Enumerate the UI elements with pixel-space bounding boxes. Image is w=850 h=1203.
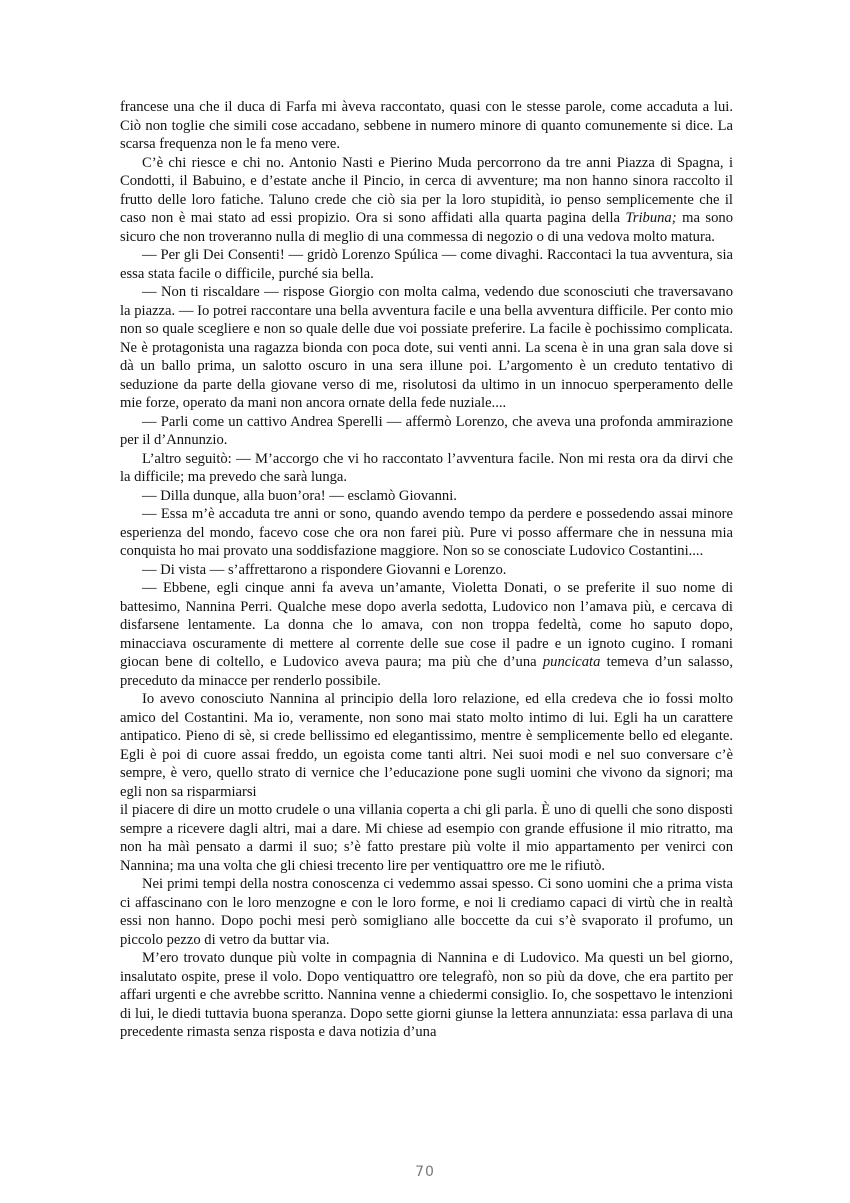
paragraph: [120, 154, 733, 247]
paragraph: [120, 801, 733, 875]
text-run: Io avevo conosciuto Nannina al principio della loro relazione, ed ella credeva che io fossi molto amico del Costantini. Ma io, veramente, non sono mai stato molto intimo di lui. Egli ha un carattere antipatico. Pieno di sè, si crede bellissimo ed elegantissimo, mentre è semplicemente bello ed elegante. Egli è poi di cuore assai freddo, un egoista come tanti altri. Nei suoi modi e nel suo conversare c’è sempre, è vero, quello strato di vernice che l’educazione pone sugli uomini che vivono da signori; ma egli non sa risparmiarsi: [120, 691, 733, 800]
paragraph: [120, 505, 733, 561]
paragraph: [120, 561, 733, 580]
paragraph: [120, 949, 733, 1042]
text-run: Nei primi tempi della nostra conoscenza ci vedemmo assai spesso. Ci sono uomini che a prima vista ci affascinano con le loro menzogne e con le loro forme, e noi li crediamo capaci di virtù che in realtà essi non hanno. Dopo pochi mesi però somigliano alle boccette da cui s’è svaporato il profumo, un piccolo pezzo di vetro da buttar via.: [120, 876, 733, 948]
paragraph: [120, 413, 733, 450]
italic-text: Tribuna;: [625, 210, 677, 226]
text-run: francese una che il duca di Farfa mi àveva raccontato, quasi con le stesse parole, come accaduta a lui. Ciò non toglie che simili cose accadano, sebbene in numero minore di quanto comunemente si dice. La scarsa frequenza non le fa meno vere.: [120, 99, 733, 152]
italic-text: puncicata: [542, 654, 601, 670]
paragraph: [120, 283, 733, 413]
text-run: — Ebbene, egli cinque anni fa aveva un’amante, Violetta Donati, o se preferite il suo nome di battesimo, Nannina Perri. Qualche mese dopo averla sedotta, Ludovico non l’amava più, e cercava di disfarsene lentamente. La donna che lo amava, con non troppa fedeltà, come ho saputo dopo, minacciava oscuramente di mettere al corrente delle sue cose il padre e un ignoto cugino. I romani giocan bene di coltello, e Ludovico aveva paura; ma più che d’una: [120, 580, 733, 670]
paragraph: [120, 875, 733, 949]
paragraph: [120, 487, 733, 506]
text-run: ma sono sicuro che non troveranno nulla di meglio di una commessa di negozio o di una vedova molto matura.: [120, 210, 733, 245]
paragraph: [120, 450, 733, 487]
text-run: — Dilla dunque, alla buon’ora! — esclamò Giovanni.: [142, 487, 457, 504]
text-run: L’altro seguitò: — M’accorgo che vi ho raccontato l’avventura facile. Non mi resta ora da dirvi che la difficile; ma prevedo che sarà lunga.: [120, 450, 733, 485]
text-run: — Non ti riscaldare — rispose Giorgio con molta calma, vedendo due sconosciuti che traversavano la piazza. — Io potrei raccontare una bella avventura facile e una bella avventura difficile. Per conto mio non so quale scegliere e non so quale delle due voi possiate preferire. La facile è pochissimo complicata. Ne è protagonista una ragazza bionda con poca dote, sui venti anni. La scena è in una gran sala dove si dà un ballo prima, un salotto oscuro in una sera illune poi. L’argomento è un creduto tentativo di seduzione da parte della giovane verso di me, risolutosi da ultimo in un innocuo sperperamento delle mie forze, operato da mani non ancora ornate della fede nuziale....: [120, 284, 733, 411]
page-number: 70: [415, 1164, 435, 1180]
text-run: il piacere di dire un motto crudele o una villania coperta a chi gli parla. È uno di quelli che sono disposti sempre a ricevere dagli altri, mai a dare. Mi chiese ad esempio con grande effusione il mio ritratto, ma non ha màì pensato a darmi il suo; s’è fatto prestare più volte il mio appartamento per venirci con Nannina; ma una volta che gli chiesi trecento lire per ventiquattro ore me le rifiutò.: [120, 802, 733, 874]
text-run: — Essa m’è accaduta tre anni or sono, quando avendo tempo da perdere e possedendo assai minore esperienza del mondo, facevo cose che ora non farei più. Pure vi posso affermare che in nessuna mia conquista ho mai provato una soddisfazione maggiore. Non so se conosciate Ludovico Costantini....: [120, 506, 733, 559]
text-run: M’ero trovato dunque più volte in compagnia di Nannina e di Ludovico. Ma questi un bel giorno, insalutato ospite, prese il volo. Dopo ventiquattro ore telegrafò, non so più da dove, che era partito per affari urgenti e che avrebbe scritto. Nannina venne a chiedermi consiglio. Io, che sospettavo le intenzioni di lui, le diedi tuttavia buona speranza. Dopo sette giorni giunse la lettera annunziata: essa parlava di una precedente rimasta senza risposta e dava notizia d’una: [120, 950, 733, 1040]
text-run: — Per gli Dei Consenti! — gridò Lorenzo Spúlica — come divaghi. Raccontaci la tua avventura, sia essa stata facile o difficile, purché sia bella.: [120, 247, 733, 282]
paragraph: [120, 579, 733, 690]
text-run: — Parli come un cattivo Andrea Sperelli — affermò Lorenzo, che aveva una profonda ammirazione per il d’Annunzio.: [120, 413, 733, 448]
paragraph: [120, 246, 733, 283]
body-text: [120, 98, 733, 1042]
text-run: — Di vista — s’affrettarono a rispondere Giovanni e Lorenzo.: [142, 561, 507, 578]
text-run: C’è chi riesce e chi no. Antonio Nasti e Pierino Muda percorrono da tre anni Piazza di Spagna, i Condotti, il Babuino, e d’estate anche il Pincio, in cerca di avventure; ma non hanno sinora raccolto il frutto delle loro fatiche. Taluno crede che ciò sia per la loro stupidità, io penso semplicemente che il caso non è mai stato ad essi propizio. Ora si sono affidati alla quarta pagina della: [120, 154, 733, 226]
paragraph: [120, 98, 733, 154]
text-run: temeva d’un salasso, preceduto da minacce per renderlo possibile.: [120, 654, 733, 689]
paragraph: [120, 690, 733, 801]
